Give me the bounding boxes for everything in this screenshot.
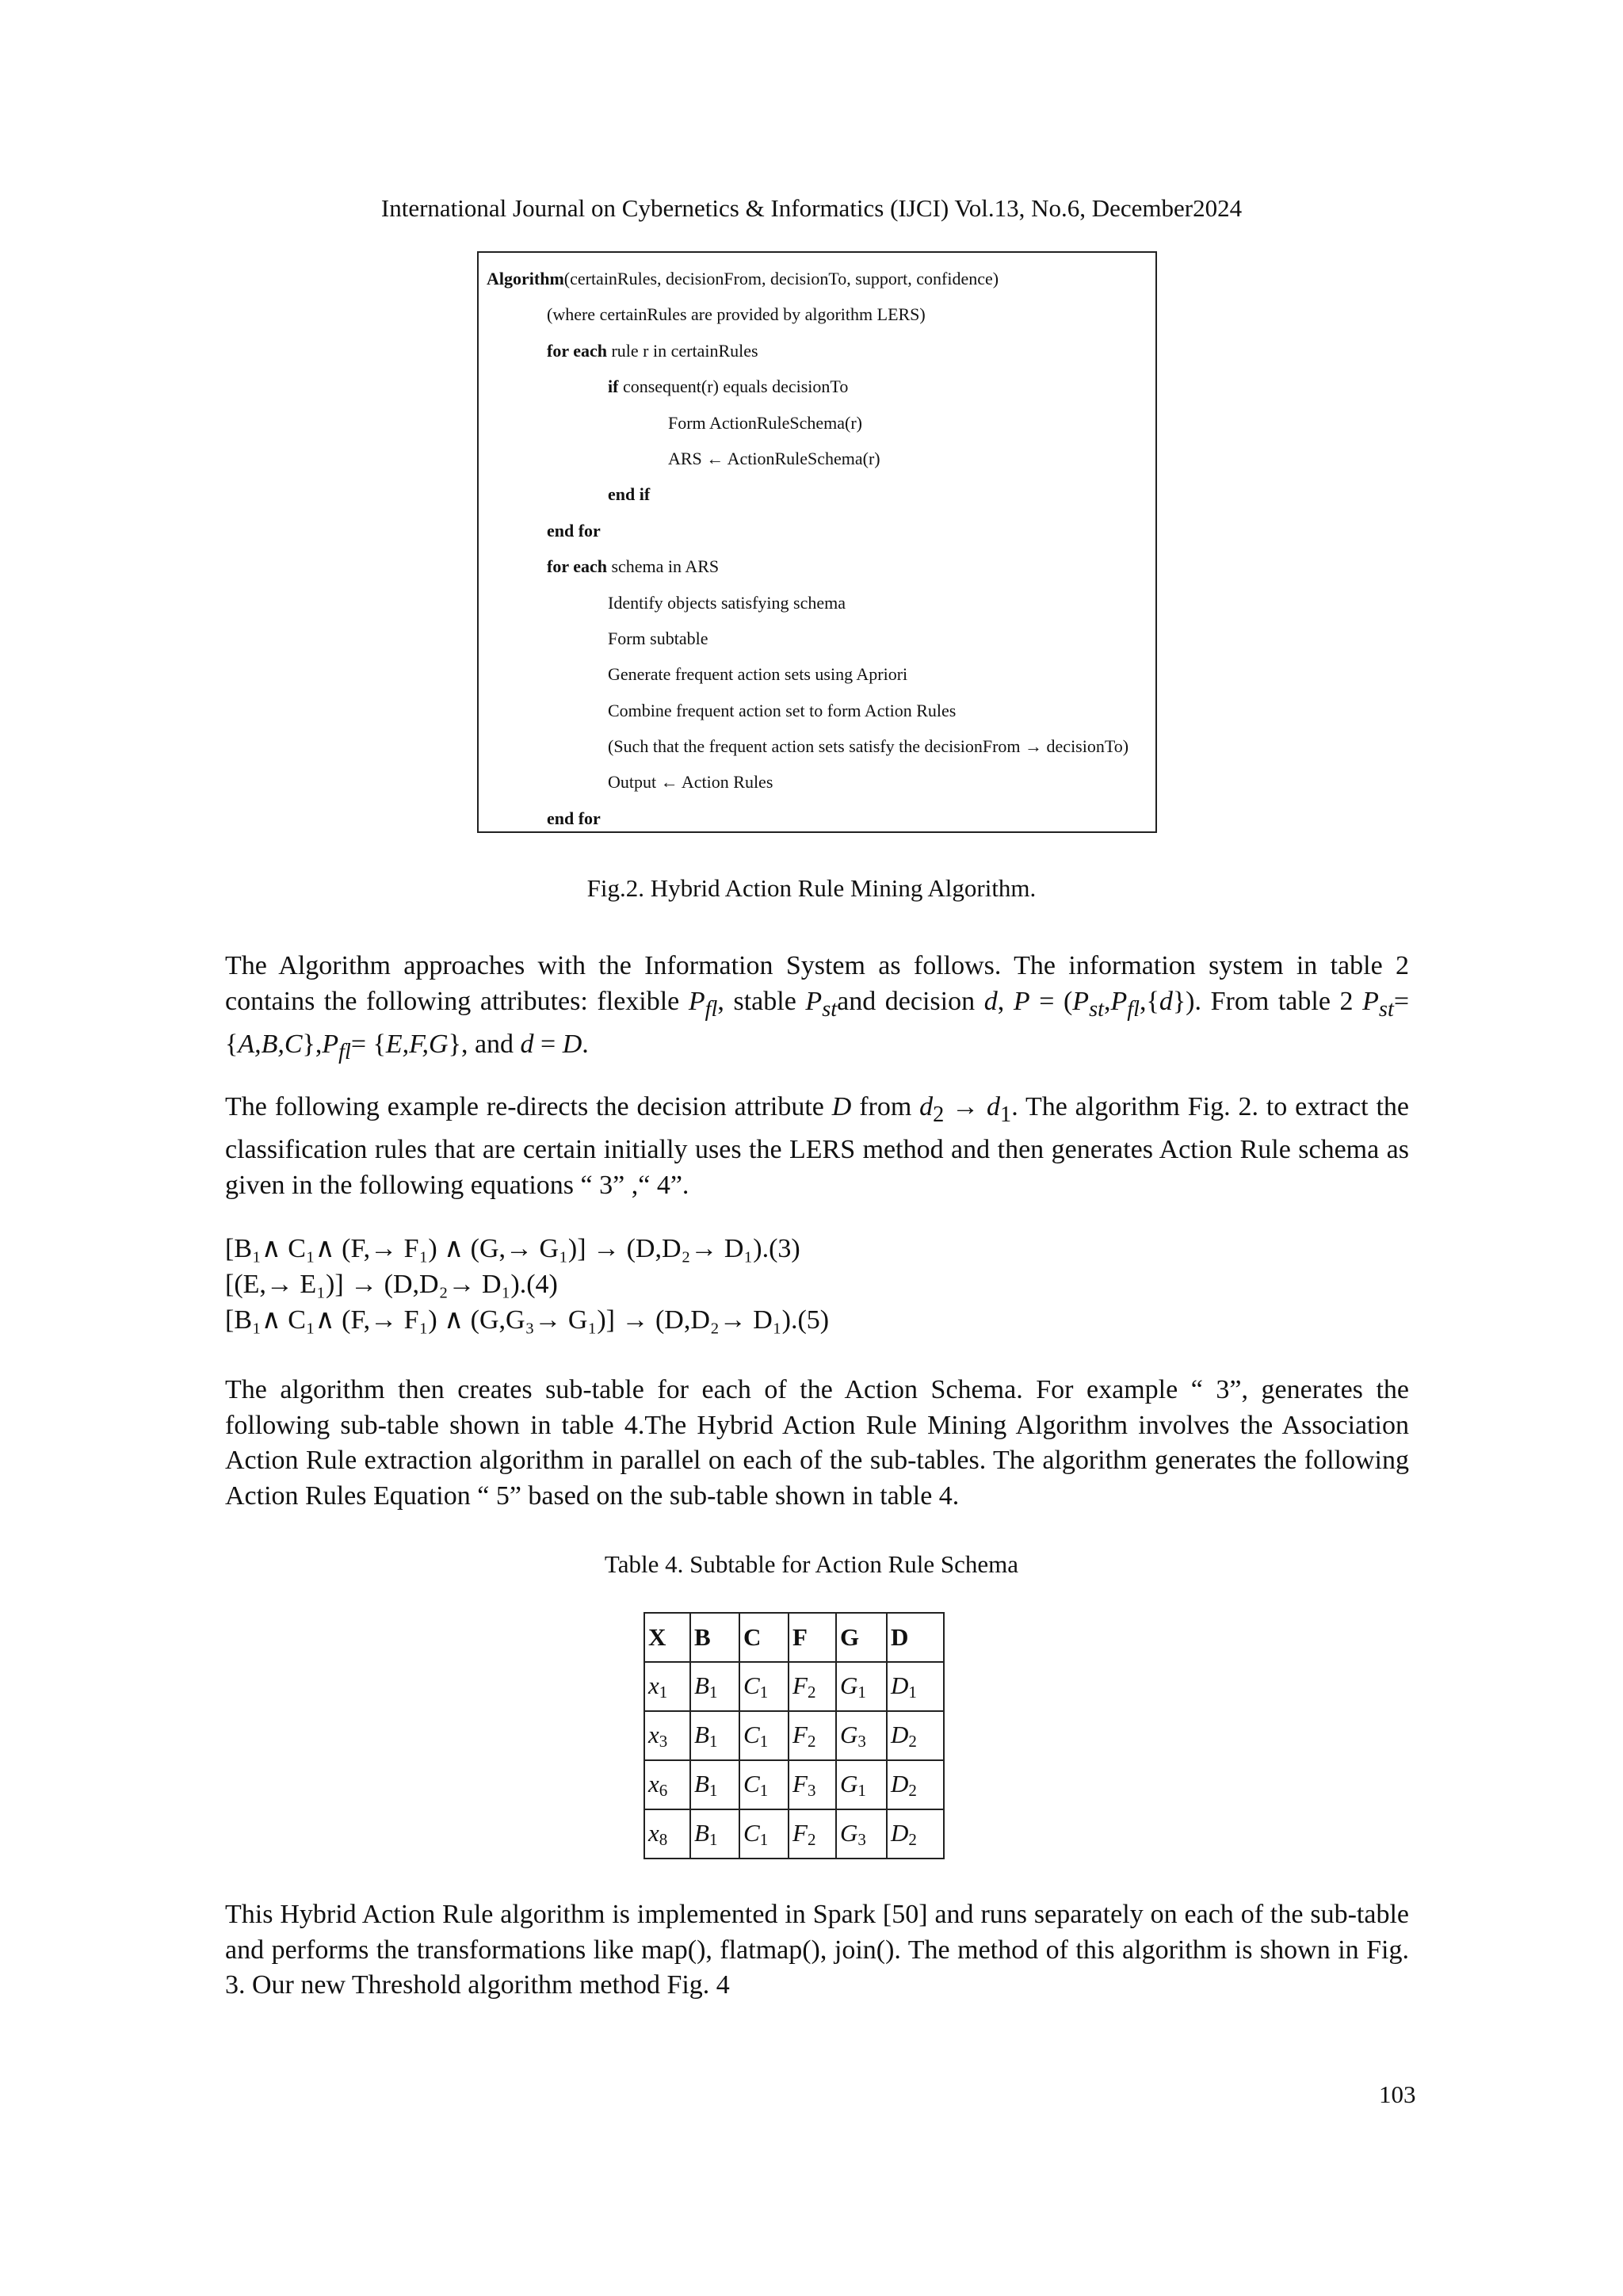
algo-line-combine: Combine frequent action set to form Action Rules xyxy=(608,700,957,720)
table-cell: $F_2$ xyxy=(789,1809,836,1859)
table-cell: $G_1$ xyxy=(836,1760,887,1809)
table-cell: $B_1$ xyxy=(690,1662,739,1711)
table-header-cell: X xyxy=(644,1613,690,1662)
table-row xyxy=(644,1809,944,1859)
journal-header: International Journal on Cybernetics & Informatics (IJCI) Vol.13, No.6, December2024 xyxy=(380,194,1243,222)
table-cell: $F_2$ xyxy=(789,1662,836,1711)
algo-line-ars-assign: ARS ← ActionRuleSchema(r) xyxy=(668,448,880,468)
table-cell: $F_3$ xyxy=(789,1760,836,1809)
table-header-cell: B xyxy=(690,1613,739,1662)
table-row xyxy=(644,1662,944,1711)
table-cell: $D_2$ xyxy=(887,1809,944,1859)
equation-5: [B₁∧ C₁∧ (F,→ F₁) ∧ (G,G₃→ G₁)] → (D,D₂→ D₁).(5) xyxy=(225,1305,830,1335)
table-row xyxy=(644,1711,944,1760)
algo-line-signature: Algorithm(certainRules, decisionFrom, decisionTo, support, confidence) xyxy=(487,269,999,288)
paragraph-spark-implementation: This Hybrid Action Rule algorithm is implemented in Spark [50] and runs separately on each of the sub-table and performs the transformations like map(), flatmap(), join(). The method of this algorithm is shown in Fig. 3. Our new Threshold algorithm method Fig. 4 xyxy=(225,1900,1409,2000)
table-cell: $C_1$ xyxy=(739,1711,789,1760)
algo-line-end-for-2: end for xyxy=(547,808,601,828)
paragraph-redirect-decision: The following example re-directs the decision attribute D from $d_2 \to d_1$. The algorithm Fig. 2. to extract the classification rules that are certain initially uses the LERS method and then generates Action Rule schema as given in the following equations “ 3” ,“ 4”. xyxy=(225,1092,1410,1200)
equation-4: [(E,→ E₁)] → (D,D₂→ D₁).(4) xyxy=(225,1270,558,1299)
algo-line-if: if consequent(r) equals decisionTo xyxy=(608,376,849,397)
table-cell: $D_2$ xyxy=(887,1760,944,1809)
algorithm-box xyxy=(477,251,1157,833)
equation-3: [B₁∧ C₁∧ (F,→ F₁) ∧ (G,→ G₁)] → (D,D₂→ D₁).(3) xyxy=(225,1234,800,1263)
table-cell: $D_1$ xyxy=(887,1662,944,1711)
table-header-cell: F xyxy=(789,1613,836,1662)
table-cell: $B_1$ xyxy=(690,1760,739,1809)
table-cell: $C_1$ xyxy=(739,1662,789,1711)
table-cell: $C_1$ xyxy=(739,1809,789,1859)
table-row xyxy=(644,1760,944,1809)
algo-line-identify: Identify objects satisfying schema xyxy=(608,592,846,613)
algo-line-end-if: end if xyxy=(608,484,651,505)
algo-line-for-rules: for each rule r in certainRules xyxy=(547,340,758,361)
table-header-cell: D xyxy=(887,1613,944,1662)
page-number: 103 xyxy=(1379,2080,1416,2108)
table-cell: $G_3$ xyxy=(836,1711,887,1760)
table-cell: $G_3$ xyxy=(836,1809,887,1859)
table-cell: $x_3$ xyxy=(644,1711,690,1760)
table-cell: $x_8$ xyxy=(644,1809,690,1859)
table-cell: $B_1$ xyxy=(690,1711,739,1760)
algo-line-comment: (where certainRules are provided by algorithm LERS) xyxy=(547,304,926,325)
paragraph-information-system: The Algorithm approaches with the Information System as follows. The information system in table 2 contains the following attributes: flexible $P_{fl}$, stable $P_{st}and$ decision d, $P = (P_{st},P_{fl},\{d\})$. From table 2 $P_{st}= \{A,B,C\},P_{fl}= \{E,F,G\}$, and d = D. xyxy=(225,951,1410,1064)
algo-line-apriori: Generate frequent action sets using Apriori xyxy=(608,664,908,685)
table-header-row xyxy=(644,1613,944,1662)
paragraph-subtable: The algorithm then creates sub-table for each of the Action Schema. For example “ 3”, generates the following sub-table shown in table 4.The Hybrid Action Rule Mining Algorithm involves the Association Action Rule extraction algorithm in parallel on each of the sub-tables. The algorithm generates the following Action Rules Equation “ 5” based on the sub-table shown in table 4. xyxy=(225,1375,1409,1511)
table-header-cell: G xyxy=(836,1613,887,1662)
table-cell: $B_1$ xyxy=(690,1809,739,1859)
table-cell: $x_1$ xyxy=(644,1662,690,1711)
algo-line-such-that: (Such that the frequent action sets satisfy the decisionFrom → decisionTo) xyxy=(608,736,1129,757)
table-cell: $x_6$ xyxy=(644,1760,690,1809)
algo-line-form-schema: Form ActionRuleSchema(r) xyxy=(668,412,863,433)
table-cell: $C_1$ xyxy=(739,1760,789,1809)
table-cell: $D_2$ xyxy=(887,1711,944,1760)
table-cell: $F_2$ xyxy=(789,1711,836,1760)
subtable-action-rule-schema xyxy=(643,1612,945,1859)
figure-caption: Fig.2. Hybrid Action Rule Mining Algorithm. xyxy=(586,874,1037,902)
table-cell: $G_1$ xyxy=(836,1662,887,1711)
table-caption: Table 4. Subtable for Action Rule Schema xyxy=(604,1550,1019,1578)
algo-line-output: Output ← Action Rules xyxy=(608,772,773,793)
algo-line-subtable: Form subtable xyxy=(608,628,708,648)
table-header-cell: C xyxy=(739,1613,789,1662)
algo-line-for-schema: for each schema in ARS xyxy=(547,556,720,577)
algo-line-end-for: end for xyxy=(547,520,601,541)
